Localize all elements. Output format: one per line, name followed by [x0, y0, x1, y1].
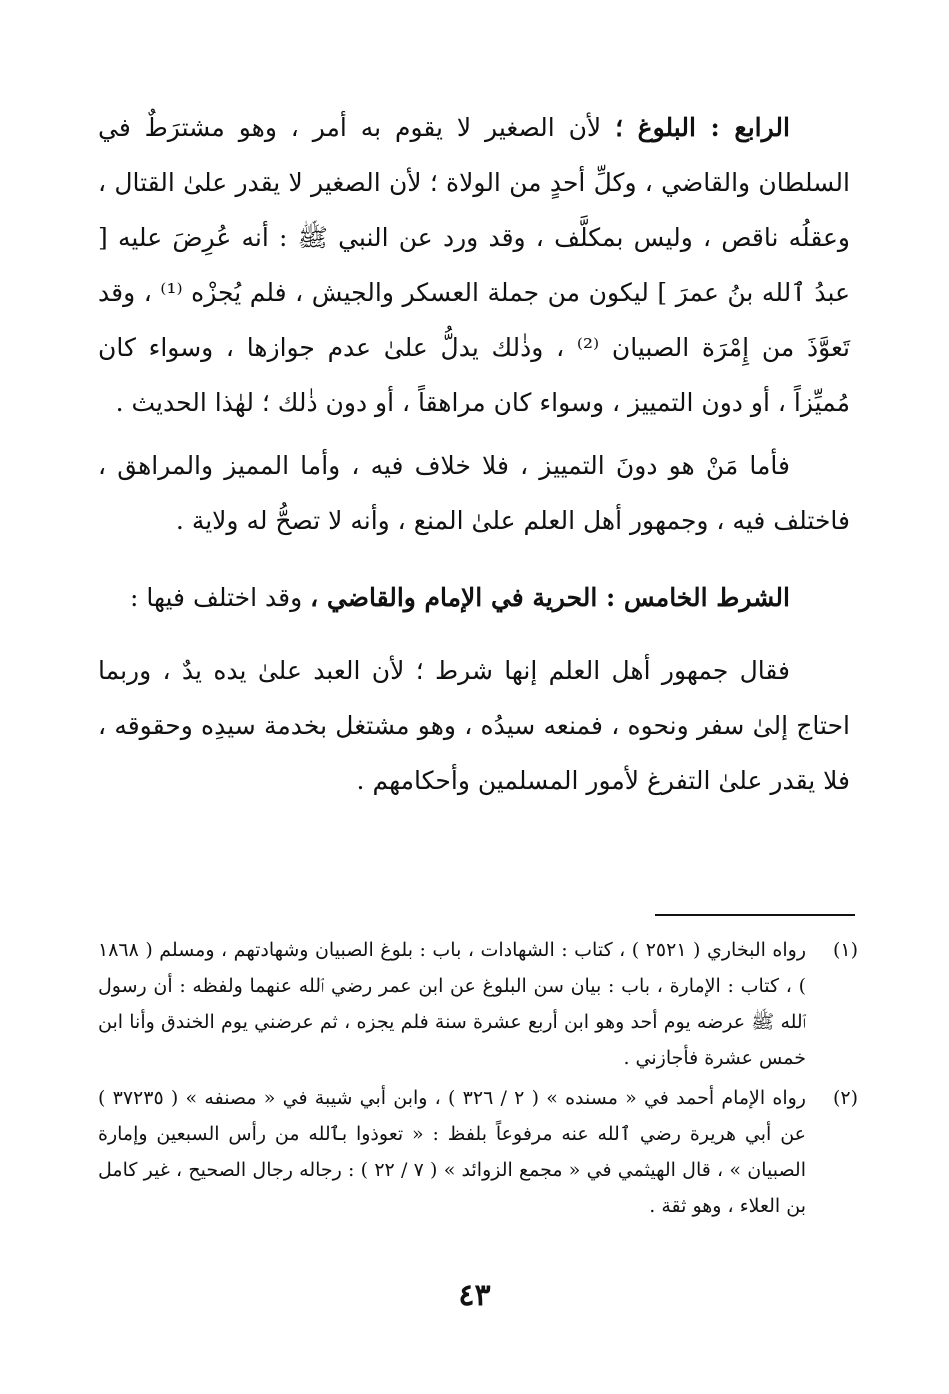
footnote-number: (١) — [832, 939, 858, 961]
footnote-text: رواه البخاري ( ٢٥٢١ ) ، كتاب : الشهادات ، باب : بلوغ الصبيان وشهادتهم ، ومسلم ( ١٨٦٨ ) ، كتاب : الإمارة ، باب : بيان سن البلوغ عن ابن عمر رضي ٱلله عنهما ولفظه : أن رسول ٱلله ﷺ عرضه يوم أحد وهو ابن أربع عشرة سنة فلم يجزه ، ثم عرضني يوم الخندق وأنا ابن خمس عشرة فأجازني . — [98, 939, 806, 1069]
paragraph-text: فقال جمهور أهل العلم إنها شرط ؛ لأن العبد علىٰ يده يدٌ ، وربما احتاج إلىٰ سفر ونحوه ، فمنعه سيدُه ، وهو مشتغل بخدمة سيدِه وحقوقه ، فلا يقدر علىٰ التفرغ لأمور المسلمين وأحكامهم . — [98, 656, 850, 795]
footnotes — [98, 932, 858, 1224]
paragraph-discretion — [98, 438, 850, 548]
page-number: ٤٣ — [458, 1278, 491, 1313]
main-text — [98, 100, 850, 808]
paragraph-text: لأن الصغير لا يقوم به أمر ، وهو مشترَطٌ في السلطان والقاضي ، وكلِّ أحدٍ من الولاة ؛ لأن الصغير لا يقدر علىٰ القتال ، وعقلُه ناقص ، وليس بمكلَّف ، وقد ورد عن النبي ﷺ : أنه عُرِضَ عليه [ عبدُ ٱلله بنُ عمرَ ] ليكون من جملة العسكر والجيش ، فلم يُجزْه ⁽¹⁾ ، وقد تَعوَّذَ من إِمْرَة الصبيان ⁽²⁾ ، وذٰلك يدلُّ علىٰ عدم جوازها ، وسواء كان مُميِّزاً ، أو دون التمييز ، وسواء كان مراهقاً ، أو دون ذٰلك ؛ لهٰذا الحديث . — [98, 113, 851, 417]
footnote — [98, 1080, 858, 1224]
paragraph-text: وقد اختلف فيها : — [130, 583, 303, 612]
paragraph-heading: الرابع : البلوغ ؛ — [615, 113, 790, 142]
paragraph-puberty — [98, 100, 850, 430]
footnote-separator — [655, 914, 855, 916]
paragraph-freedom-heading — [98, 570, 850, 625]
footnote — [98, 932, 858, 1076]
paragraph-text: فأما مَنْ هو دونَ التمييز ، فلا خلاف فيه ، وأما المميز والمراهق ، فاختلف فيه ، وجمهور أهل العلم علىٰ المنع ، وأنه لا تصحُّ له ولاية . — [98, 451, 850, 535]
footnote-text: رواه الإمام أحمد في « مسنده » ( ٢ / ٣٢٦ ) ، وابن أبي شيبة في « مصنفه » ( ٣٧٢٣٥ ) عن أبي هريرة رضي ٱلله عنه مرفوعاً بلفظ : « تعوذوا بٱلله من رأس السبعين وإمارة الصبيان » ، قال الهيثمي في « مجمع الزوائد » ( ٧ / ٢٢ ) : رجاله رجال الصحيح ، غير كامل بن العلاء ، وهو ثقة . — [98, 1087, 807, 1217]
paragraph-freedom — [98, 643, 850, 808]
section-heading: الشرط الخامس : الحرية في الإمام والقاضي ، — [310, 583, 790, 612]
footnote-number: (٢) — [832, 1087, 858, 1109]
